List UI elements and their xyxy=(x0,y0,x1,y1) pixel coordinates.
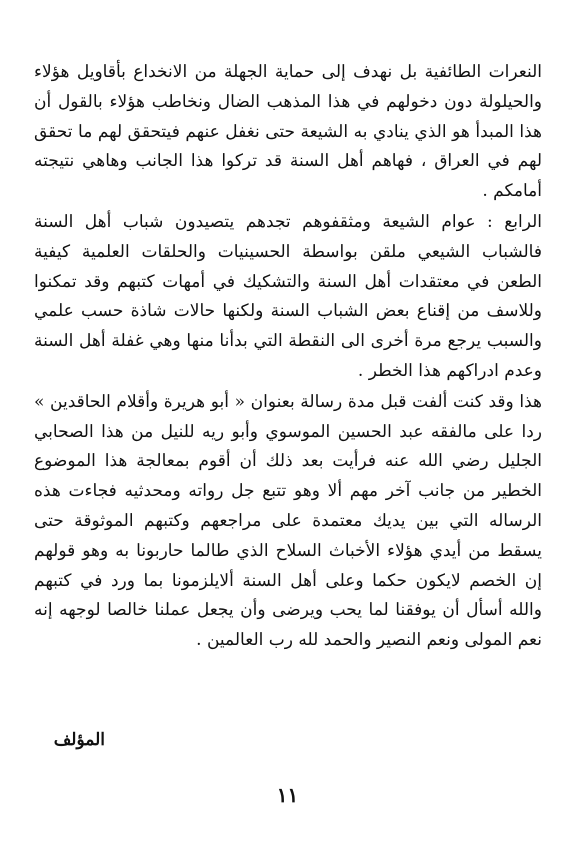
author-signature: المؤلف xyxy=(53,730,105,750)
page-number: ١١ xyxy=(276,783,299,807)
paragraph-previous-treatise: هذا وقد كنت ألفت قبل مدة رسالة بعنوان « أبو هريرة وأقلام الحاقدين » ردا على مالفقه عبد الحسين الموسوي وأبو ريه للنيل من هذا الصحابي الجليل رضي الله عنه فرأيت بعد ذلك أن أقوم بمعالجة هذا الموضوع الخطير من جانب آخر مهم ألا وهو تتبع جل رواته ومحدثيه فجاءت هذه الرساله التي بين يديك معتمدة على مراجعهم وكتبهم الموثوقة حتى يسقط من أيدي هؤلاء الأخباث السلاح الذي طالما حاربونا به وهو قولهم إن الخصم لايكون حكما وعلى أهل السنة ألايلزمونا بما ورد في كتبهم والله أسأل أن يوفقنا لما يحب ويرضى وأن يجعل عملنا خالصا لوجهه إنه نعم المولى ونعم النصير والحمد لله رب العالمين . xyxy=(34,391,542,651)
paragraph-fourth-point: الرابع : عوام الشيعة ومثقفوهم تجدهم يتصيدون شباب أهل السنة فالشباب الشيعي ملقن بواسطة الحسينيات والحلقات العلمية كيفية الطعن في معتقدات أهل السنة والتشكيك في أمهات كتبهم وقد تمكنوا وللاسف من إقناع بعض الشباب السنة ولكنها حالات شاذة حسب علمي والسبب يرجع مرة أخرى الى النقطة التي بدأنا منها وهي غفلة أهل السنة وعدم ادراكهم هذا الخطر . xyxy=(34,211,542,381)
paragraph-sectarian-strife: النعرات الطائفية بل نهدف إلى حماية الجهلة من الانخداع بأقاويل هؤلاء والحيلولة دون دخولهم في هذا المذهب الضال ونخاطب هؤلاء بالقول أن هذا المبدأ هو الذي ينادي به الشيعة حتى نغفل عنهم فيتحقق لهم ما تحقق لهم في العراق ، فهاهم أهل السنة قد تركوا هذا الجانب وهاهي نتيجته أمامكم . xyxy=(34,62,543,202)
page-body xyxy=(34,58,542,656)
